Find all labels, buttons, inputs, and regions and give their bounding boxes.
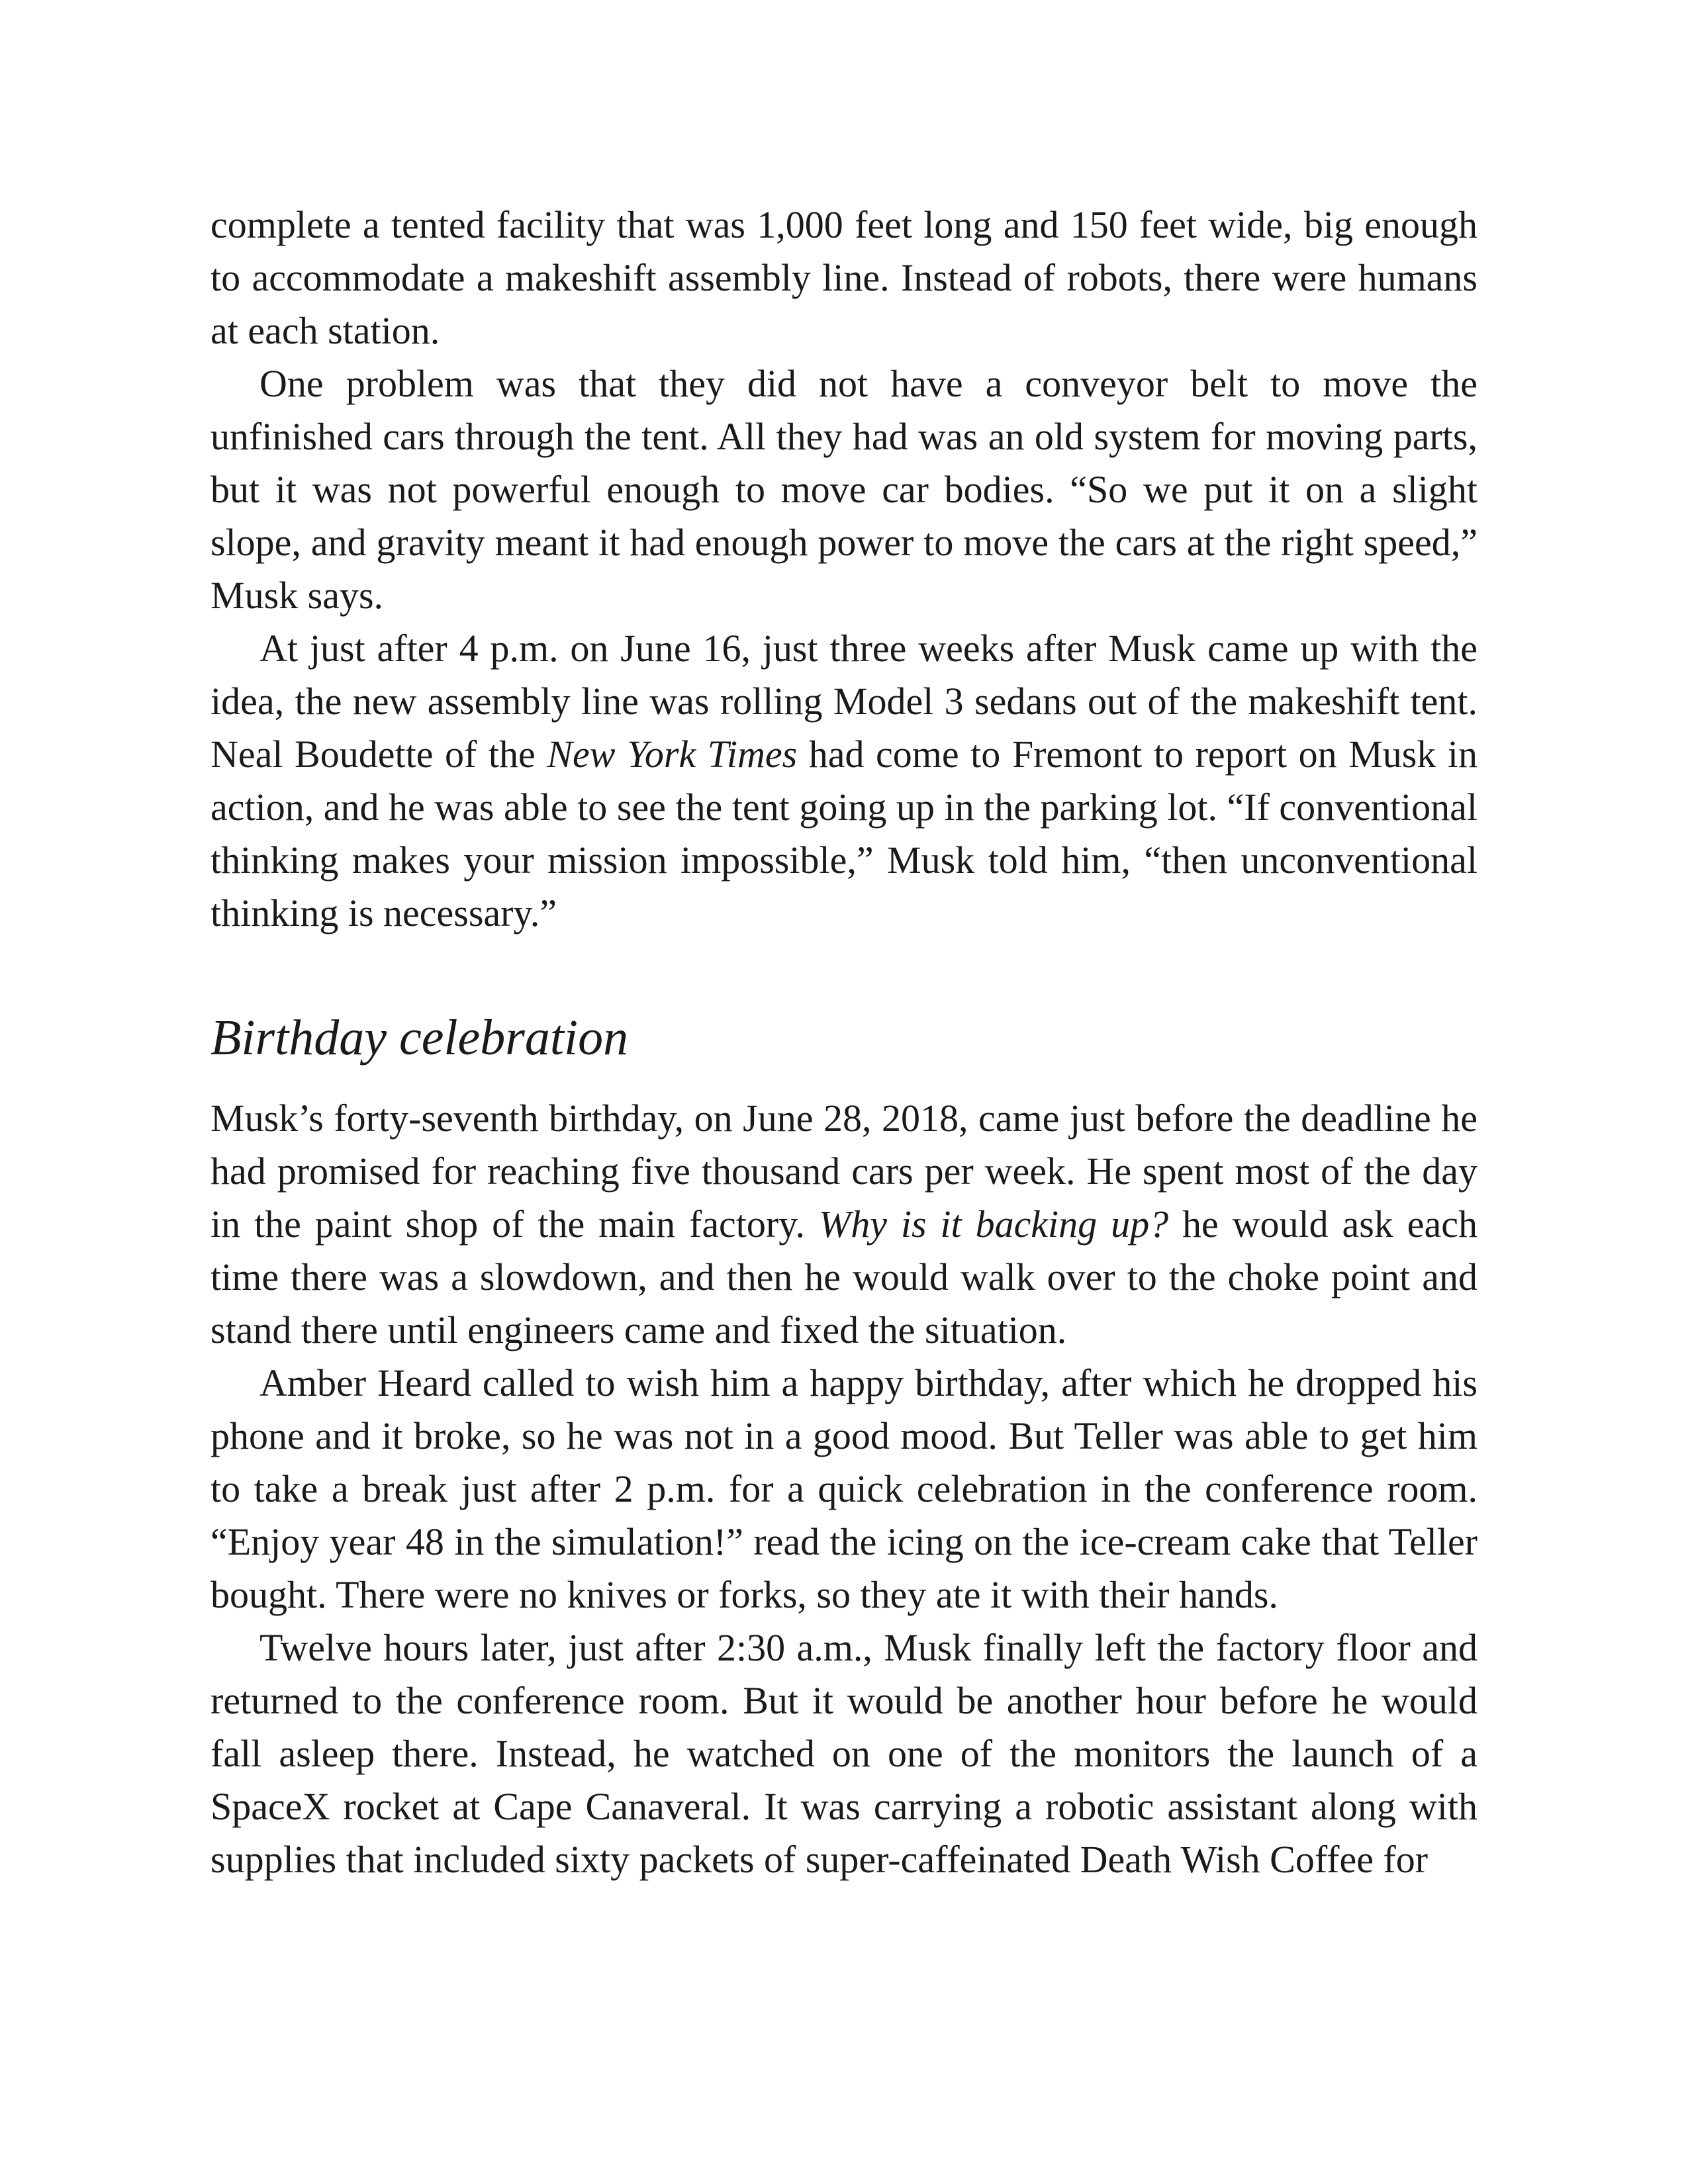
section-heading: Birthday celebration [211,1010,629,1066]
paragraph-conveyor-problem: One problem was that they did not have a conveyor belt to move the unfinished cars through the tent. All they had was an old system for moving parts, but it was not powerful enough to move car bodies. “So we put it on a slight slope, and gravity meant it had enough power to move the cars at the right speed,” Musk says. [211,362,1477,617]
paragraph-assembly-line [211,622,1477,940]
text-run: had come to Fremont to report on Musk in action, and he was able to see the tent going up in the parking lot. “If conventional thinking makes your mission impossible,” Musk told him, “then unconventional thinking is necessary.” [211,733,1478,934]
text-run: he would ask each time there was a slowdown, and then he would walk over to the choke point and stand there until engineers came and fixed the situation. [211,1203,1477,1351]
paragraph-celebration: Amber Heard called to wish him a happy birthday, after which he dropped his phone and it broke, so he was not in a good mood. But Teller was able to get him to take a break just after 2 p.m. for a quick celebration in the conference room. “Enjoy year 48 in the simulation!” read the icing on the ice-cream cake that Teller bought. There were no knives or forks, so they ate it with their hands. [211,1361,1477,1616]
publication-title: New York Times [547,733,798,776]
text-run: Musk’s forty-seventh birthday, on June 28, 2018, came just before the deadline he had promised for reaching five thousand cars per week. He spent most of the day in the paint shop of the main factory. [211,1097,1477,1246]
italic-thought: Why is it backing up? [818,1203,1169,1246]
paragraph-birthday [211,1092,1477,1357]
text-run: At just after 4 p.m. on June 16, just three weeks after Musk came up with the idea, the new assembly line was rolling Model 3 sedans out of the makeshift tent. Neal Boudette of the [211,627,1477,776]
paragraph-tented-facility: complete a tented facility that was 1,000 feet long and 150 feet wide, big enough to accommodate a makeshift assembly line. Instead of robots, there were humans at each station. [211,203,1477,352]
paragraph-late-night: Twelve hours later, just after 2:30 a.m., Musk finally left the factory floor and returned to the conference room. But it would be another hour before he would fall asleep there. Instead, he watched on one of the monitors the launch of a SpaceX rocket at Cape Canaveral. It was carrying a robotic assistant along with supplies that included sixty packets of super-caffeinated Death Wish Coffee for [211,1626,1477,1881]
book-page [211,199,1477,1886]
